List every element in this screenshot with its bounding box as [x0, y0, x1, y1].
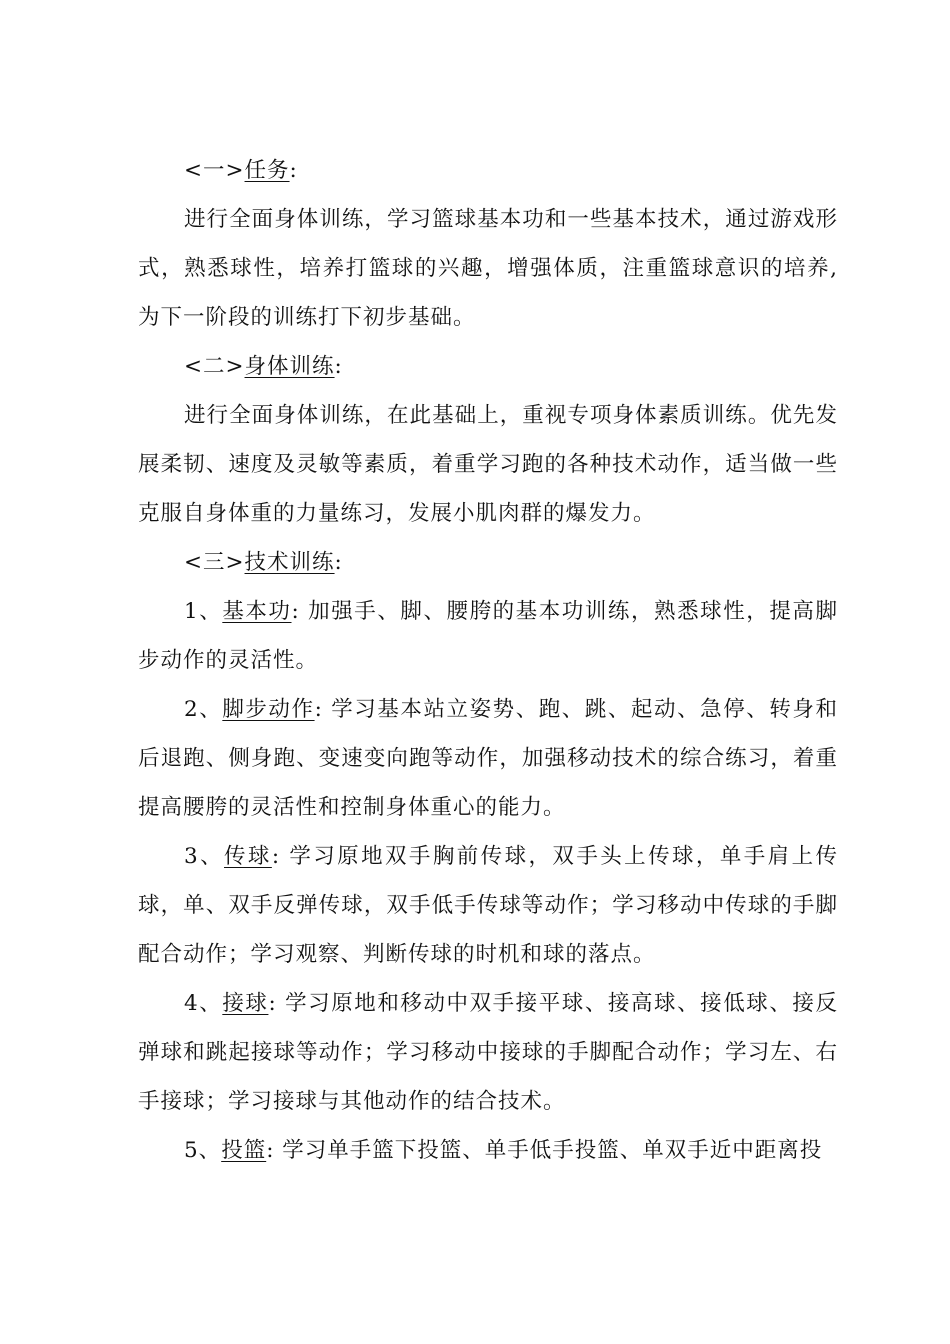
list-item-basic-skills: [138, 587, 838, 685]
section-heading-tasks: [138, 146, 838, 195]
item-title: 投篮: [221, 1138, 267, 1163]
item-number: 3、: [184, 844, 225, 869]
section-title: 任务: [244, 158, 290, 183]
item-text: : 加强手、脚、腰胯的基本功训练，熟悉球性，提高脚步动作的灵活性。: [138, 599, 838, 673]
section-heading-physical-training: [138, 342, 838, 391]
section-heading-technical-training: [138, 538, 838, 587]
list-item-shooting: [138, 1126, 838, 1175]
section-number: <三>: [184, 550, 245, 575]
item-text: : 学习原地和移动中双手接平球、接高球、接低球、接反弹球和跳起接球等动作；学习移动中接球的手脚配合动作；学习左、右手接球；学习接球与其他动作的结合技术。: [138, 991, 838, 1114]
section-paragraph-tasks: 进行全面身体训练，学习篮球基本功和一些基本技术，通过游戏形式，熟悉球性，培养打篮球的兴趣，增强体质，注重篮球意识的培养,为下一阶段的训练打下初步基础。: [138, 207, 838, 330]
item-title: 传球: [224, 844, 272, 869]
list-item-passing: [138, 832, 838, 979]
item-number: 1、: [184, 599, 223, 624]
item-text: : 学习基本站立姿势、跑、跳、起动、急停、转身和后退跑、侧身跑、变速变向跑等动作，加强移动技术的综合练习，着重提高腰胯的灵活性和控制身体重心的能力。: [138, 697, 838, 820]
section-colon: :: [289, 158, 298, 183]
list-item-catching: [138, 979, 838, 1126]
item-title: 基本功: [222, 599, 292, 624]
item-number: 2、: [184, 697, 223, 722]
section-title: 技术训练: [244, 550, 335, 575]
section-number: <二>: [184, 354, 245, 379]
section-number: <一>: [184, 158, 245, 183]
item-title: 脚步动作: [222, 697, 315, 722]
item-title: 接球: [222, 991, 269, 1016]
section-colon: :: [334, 550, 343, 575]
document-body: [138, 146, 838, 1175]
section-colon: :: [334, 354, 343, 379]
item-text: : 学习原地双手胸前传球，双手头上传球，单手肩上传球，单、双手反弹传球，双手低手传球等动作；学习移动中传球的手脚配合动作；学习观察、判断传球的时机和球的落点。: [138, 844, 838, 967]
section-paragraph-physical-training: 进行全面身体训练，在此基础上，重视专项身体素质训练。优先发展柔韧、速度及灵敏等素质，着重学习跑的各种技术动作，适当做一些克服自身体重的力量练习，发展小肌肉群的爆发力。: [138, 403, 838, 526]
item-number: 5、: [184, 1138, 222, 1163]
list-item-footwork: [138, 685, 838, 832]
item-text: : 学习单手篮下投篮、单手低手投篮、单双手近中距离投: [266, 1138, 823, 1163]
section-title: 身体训练: [244, 354, 335, 379]
item-number: 4、: [184, 991, 223, 1016]
